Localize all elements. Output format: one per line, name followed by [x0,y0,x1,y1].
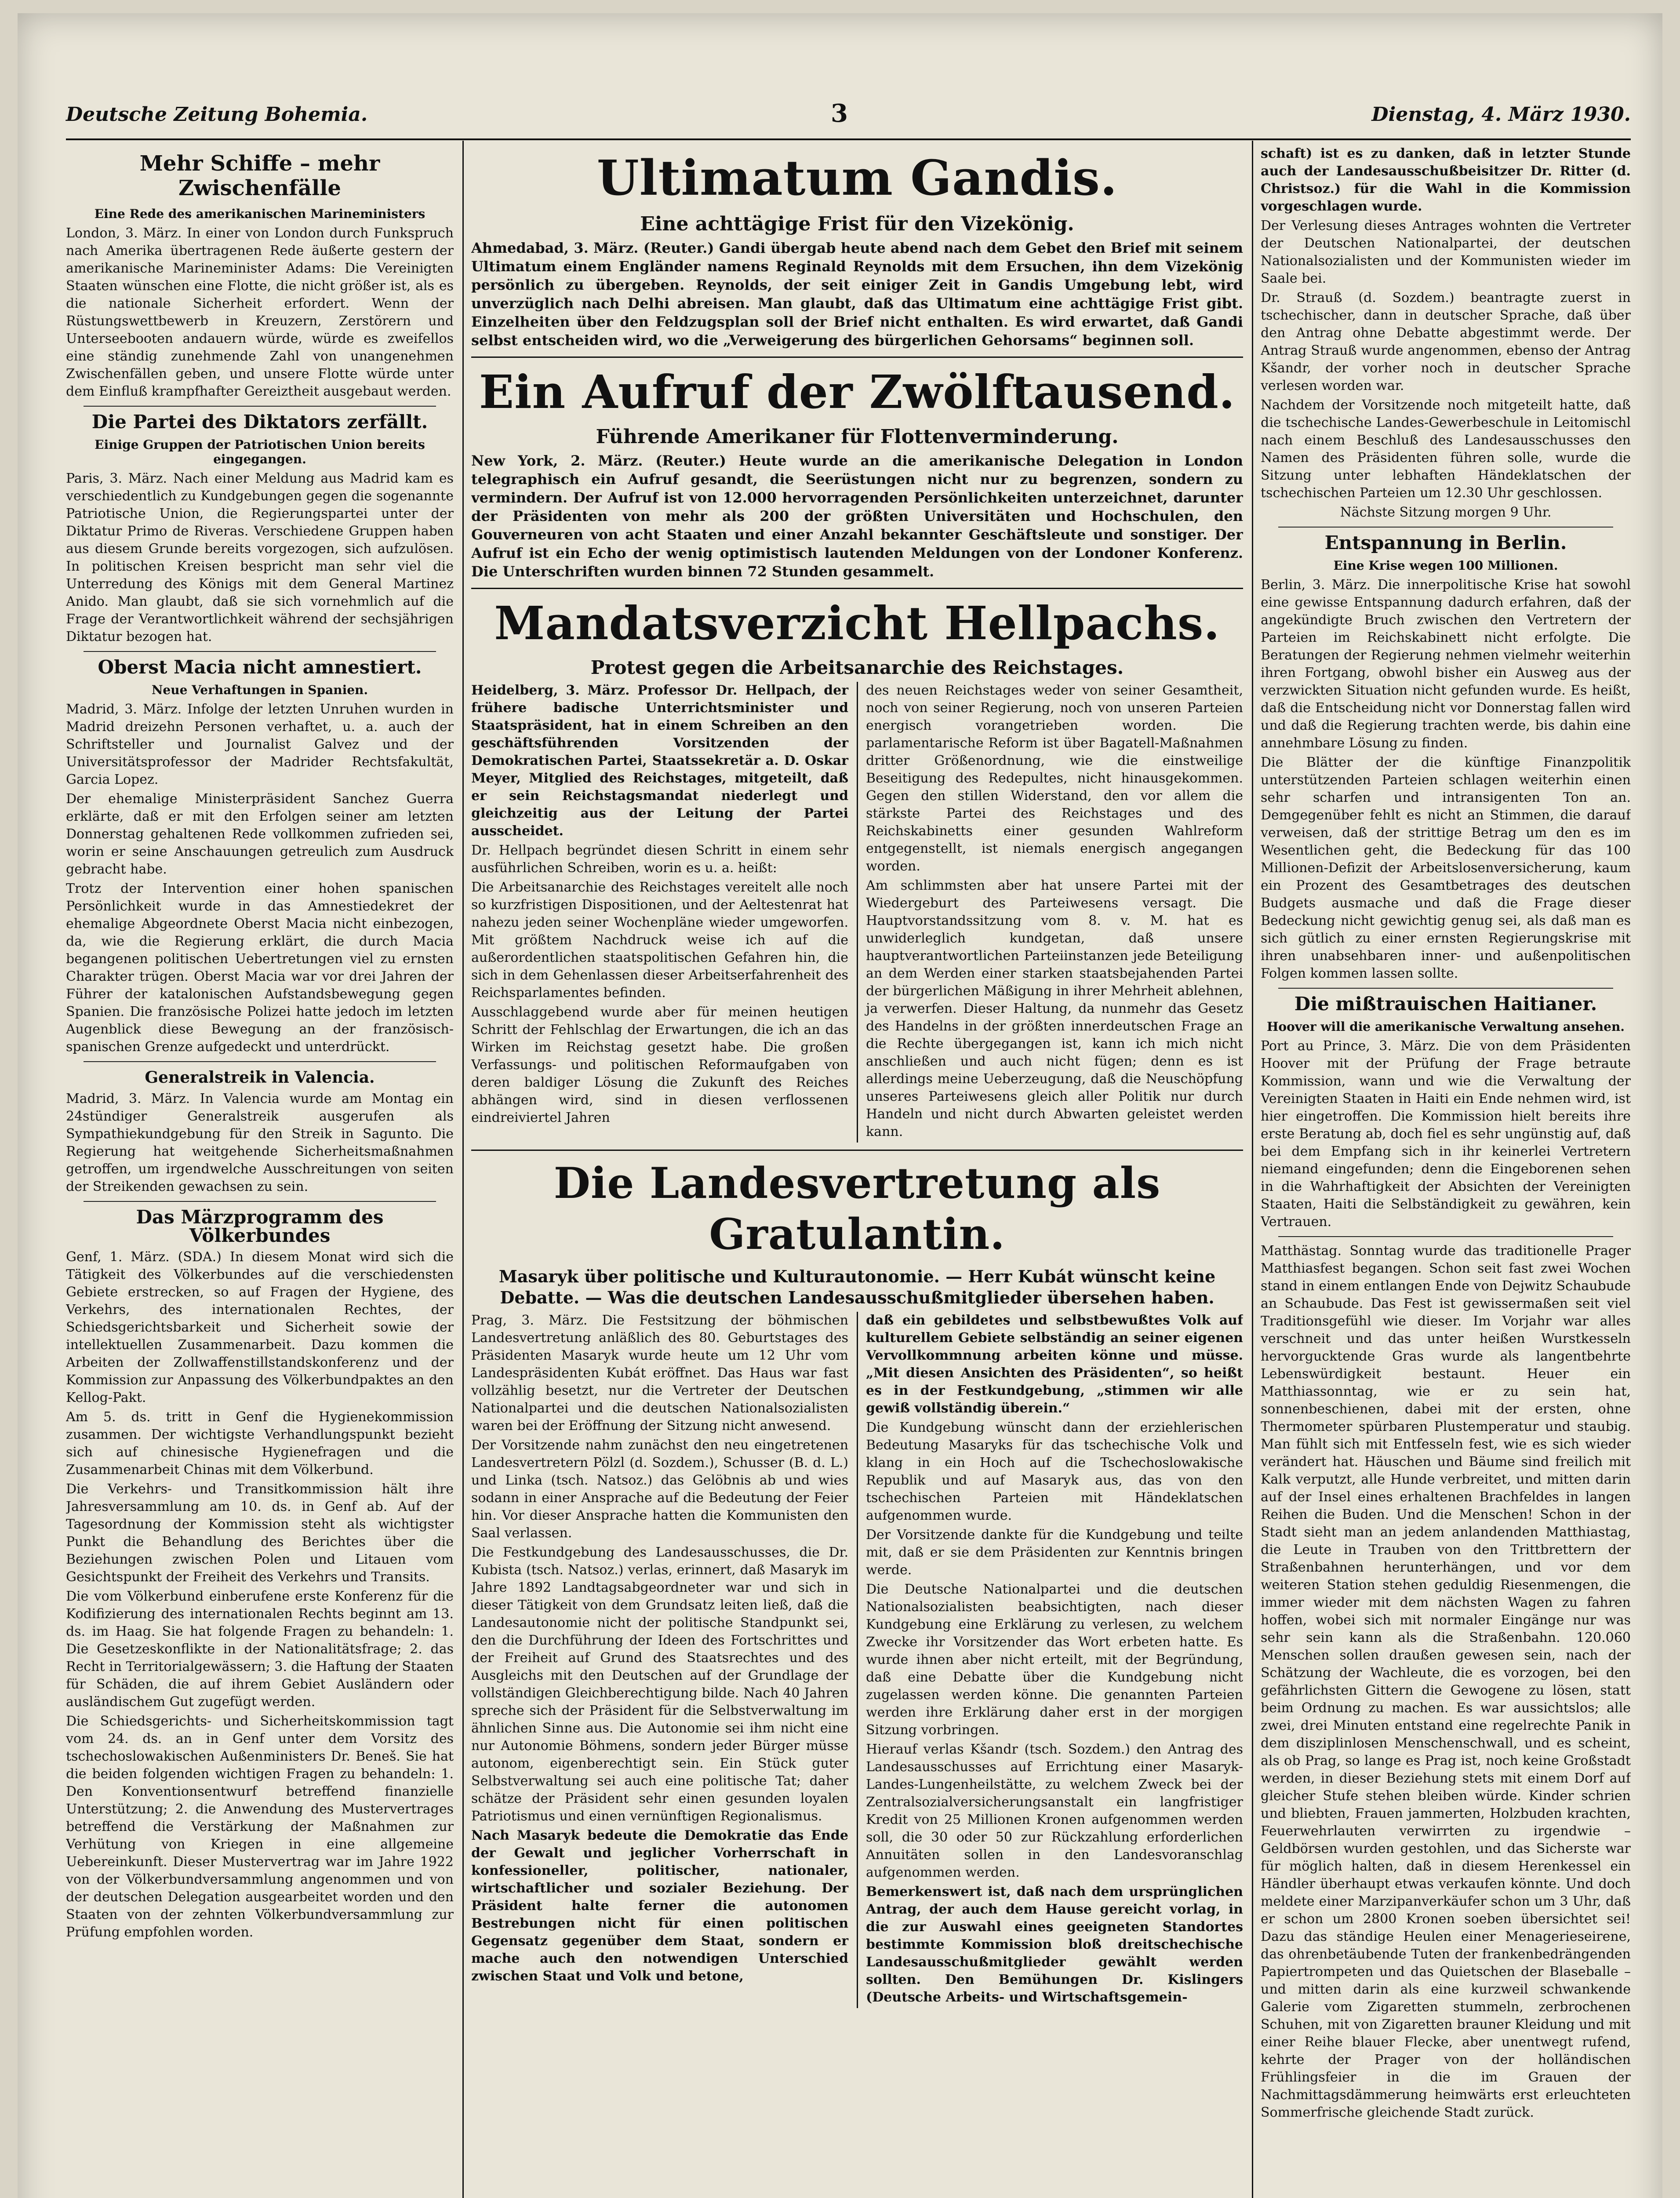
article-body: Madrid, 3. März. In Valencia wurde am Montag ein 24stündiger Generalstreik ausgerufen als Sympathiekundgebung für den Streik in Sagunto. Die Regierung hat weitgehende Sicherheitsmaßnahmen getroffen, um irgendwelche Ausschreitungen von seiten der Streikenden gewachsen zu sein. [66,1091,454,1194]
article-divider [1278,527,1613,528]
article-column-right [866,682,1243,1143]
article-headline: Mandatsverzicht Hellpachs. [494,596,1220,650]
column-rule-left [462,141,464,2198]
article-subhead: Führende Amerikaner für Flottenverminderung. [596,426,1119,448]
article-paragraph: Die vom Völkerbund einberufene erste Konferenz für die Kodifizierung des internationalen Rechts beginnt am 13. ds. im Haag. Sie hat folgende Fragen zu behandeln: 1. Die Gesetzeskonflikte in der Nationalitätsfrage; 2. das Recht in Territorialgewässern; 3. die Haftung der Staaten für Schäden, die auf ihrem Gebiet Ausländern oder ausländischem Gut zugefügt werden. [66,1589,454,1710]
article-paragraph: daß ein gebildetes und selbstbewußtes Volk auf kulturellem Gebiete selbständig an seiner eigenen Vervollkommnung arbeiten könne und müsse. „Mit diesen Ansichten des Präsidenten“, so heißt es in der Festkundgebung, „stimmen wir alle gewiß vollständig überein.“ [866,1313,1243,1416]
article-body: London, 3. März. In einer von London durch Funkspruch nach Amerika übertragenen Rede äußerte gestern der amerikanische Marineminister Adams: Die Vereinigten Staaten wünschen eine Flotte, die nicht größer ist, als es die nationale Sicherheit erfordert. Wenn der Rüstungswettbewerb in Kreuzern, Zerstörern und Unterseebooten andauern würde, würde es zweifellos eine ständig zunehmende Zahl von unangenehmen Zwischenfällen geben, und unsere Flotte würde unter dem Einfluß krampfhafter Gereiztheit ausgebaut werden. [66,226,454,399]
article-column-right [866,1312,1243,2008]
inner-column-rule [857,682,858,1143]
article-divider [84,651,436,652]
article-paragraph: Der Vorsitzende nahm zunächst den neu eingetretenen Landesvertretern Pölzl (d. Sozdem.), Schusser (B. d. L.) und Linka (tsch. Natsoz.) das Gelöbnis ab und wies sodann in einer Ansprache auf die Bedeutung der Feier hin. Vor dieser Ansprache hatten die Kommunisten den Saal verlassen. [471,1437,848,1541]
article-paragraph: Dr. Strauß (d. Sozdem.) beantragte zuerst in tschechischer, dann in deutscher Sprache, daß über den Antrag ohne Debatte abgestimmt werde. Der Antrag Strauß wurde angenommen, ebenso der Antrag Kšandr, der vorher noch in deutscher Sprache verlesen worden war. [1261,290,1631,393]
article-divider [471,1150,1243,1151]
article-headline: Das Märzprogramm des Völkerbundes [136,1206,384,1246]
article-mehr-schiffe [66,151,454,400]
article-paragraph: Berlin, 3. März. Die innerpolitische Krise hat sowohl eine gewisse Entspannung dadurch erfahren, daß der angekündigte Bruch zwischen den Vertretern der Parteien im Reichskabinett nicht erfolgte. Die Beratungen der Regierung nehmen vielmehr weiterhin ihren Fortgang, obwohl bisher ein Ausweg aus der verzwickten Situation nicht gefunden wurde. Es heißt, daß die Entscheidung nicht vor Donnerstag fallen wird und daß die Regierung trachten werde, bis dahin eine annehmbare Lösung zu finden. [1261,577,1631,751]
article-paragraph: des neuen Reichstages weder von seiner Gesamtheit, noch von seiner Regierung, noch von unseren Parteien energisch vorangetrieben worden. Die parlamentarische Reform ist über Bagatell-Maßnahmen dritter Größenordnung, wie die einstweilige Beseitigung des Redepultes, nicht hinausgekommen. Gegen den stillen Widerstand, den vor allem die stärkste Partei des Reichstages und des Reichskabinetts einer gesunden Wahlreform entgegenstellt, ist niemals energisch angegangen worden. [866,683,1243,874]
article-paragraph: Die Schiedsgerichts- und Sicherheitskommission tagt vom 24. ds. an in Genf unter dem Vorsitz des tschechoslowakischen Außenministers Dr. Beneš. Sie hat die beiden folgenden wichtigen Fragen zu behandeln: 1. Den Konventionsentwurf betreffend finanzielle Unterstützung; 2. die Anwendung des Mustervertrages betreffend die Verstärkung der Maßnahmen zur Verhütung von Kriegen in eine allgemeine Uebereinkunft. Dieser Mustervertrag war im Jahre 1922 von der Völkerbundversammlung angenommen und von der deutschen Delegation ausgearbeitet worden und den Staaten von der zehnten Völkerbundversammlung zur Prüfung empfohlen worden. [66,1714,454,1940]
article-divider [1278,1236,1613,1237]
article-paragraph: Prag, 3. März. Die Festsitzung der böhmischen Landesvertretung anläßlich des 80. Geburtstages des Präsidenten Masaryk wurde heute um 12 Uhr vom Landespräsidenten Kubát eröffnet. Das Haus war fast vollzählig besetzt, nur die Vertreter der Deutschen Nationalpartei und die deutschen Nationalsozialisten waren bei der Eröffnung der Sitzung nicht anwesend. [471,1313,848,1434]
article-divider [84,1061,436,1062]
article-diktator [66,413,454,646]
article-subhead: Einige Gruppen der Patriotischen Union bereits eingegangen. [95,437,425,466]
article-landes-continued [1261,145,1631,521]
article-voelkerbund [66,1208,454,1941]
article-hellpach [471,596,1243,1143]
article-subhead: Eine Rede des amerikanischen Marineministers [94,207,425,221]
article-macia [66,658,454,1056]
article-paragraph: Die Verkehrs- und Transitkommission hält ihre Jahresversammlung am 10. ds. in Genf ab. Auf der Tagesordnung der Kommission steht als wichtigster Punkt die Behandlung des Berichtes über die Beziehungen zwischen Polen und Litauen vom Gesichtspunkt der Freiheit des Verkehrs und Transits. [66,1481,454,1585]
article-columns [471,1312,1243,2008]
article-paragraph: Nächste Sitzung morgen 9 Uhr. [1340,505,1552,520]
article-paragraph: Heidelberg, 3. März. Professor Dr. Hellpach, der frühere badische Unterrichtsminister und Staatspräsident, hat in einem Schreiben an den geschäftsführenden Vorsitzenden der Demokratischen Partei, Staatssekretär a. D. Oskar Meyer, Mitglied des Reichstages, mitgeteilt, daß er sein Reichstagsmandat niederlegt und gleichzeitig aus der Leitung der Partei ausscheidet. [471,683,848,839]
article-paragraph: Die Kundgebung wünscht dann der erziehlerischen Bedeutung Masaryks für das tschechische Volk und klang in ein Hoch auf die Tschechoslowakische Republik und auf Masaryk aus, das von den tschechischen Parteien mit Händeklatschen aufgenommen wurde. [866,1420,1243,1523]
article-headline: Die mißtrauischen Haitianer. [1294,993,1597,1015]
article-paragraph: Trotz der Intervention einer hohen spanischen Persönlichkeit wurde in das Amnestiedekret der ehemalige Abgeordnete Oberst Macia nicht einbezogen, da, wie die Regierung erklärt, die durch Macia begangenen politischen Uebertretungen viel zu ernsten Charakter trügen. Oberst Macia war vor drei Jahren der Führer der katalonischen Aufstandsbewegung gegen Spanien. Die französische Polizei hatte jedoch im letzten Augenblick diese Bewegung an der französisch-spanischen Grenze aufgedeckt und unterdrückt. [66,881,454,1055]
article-subhead: Eine Krise wegen 100 Millionen. [1333,558,1558,573]
article-paragraph: Die Festkundgebung des Landesausschusses, die Dr. Kubista (tsch. Natsoz.) verlas, erinnert, daß Masaryk im Jahre 1892 Landtagsabgeordneter war und sich in dieser Tätigkeit von dem Grundsatz leiten ließ, daß die Landesautonomie nicht der politische Standpunkt sei, den die Durchführung der Ideen des Fortschrittes und der Freiheit auf Grund des Staatsrechtes und des Ausgleichs mit den Deutschen auf der Grundlage der vollständigen Gleichberechtigung bilde. Nach 40 Jahren spreche sich der Präsident für die Selbstverwaltung im ähnlichen Sinne aus. Die Autonomie sei ihm nicht eine nur Autonomie Böhmens, sondern jeder Bürger müsse autonom, eigenberechtigt sein. Ein Stück guter Selbstverwaltung sei auch eine politische Tat; daher schätze der Präsident sehr einen gesunden loyalen Patriotismus und einen vernünftigen Regionalismus. [471,1545,848,1824]
article-paragraph: Die Blätter der die künftige Finanzpolitik unterstützenden Parteien schlagen weiterhin einen sehr scharfen und intransigenten Ton an. Demgegenüber fehlt es nicht an Stimmen, die darauf verweisen, daß der strittige Betrag um den es im Wesentlichen geht, die Bedeckung für das 100 Millionen-Defizit der Arbeitslosenversicherung, kaum ein Prozent des Gesamtbetrages des deutschen Budgets ausmache und daß die Frage dieser Bedeckung nicht gewichtig genug sei, als daß man es sich gütlich zu einer ernsten Regierungskrise mit ihren unabsehbaren inner- und außenpolitischen Folgen kommen lassen sollte. [1261,755,1631,981]
article-subhead: Neue Verhaftungen in Spanien. [151,683,368,697]
article-headline: Die Landesvertretung als Gratulantin. [553,1158,1161,1259]
article-headline: Ein Aufruf der Zwölftausend. [479,365,1236,419]
page-number: 3 [831,99,848,128]
article-paragraph: Nachdem der Vorsitzende noch mitgeteilt hatte, daß die tschechische Landes-Gewerbeschule in Leitomischl nach einem Beschluß des Landesausschusses den Namen des Präsidenten führen solle, wurde die Sitzung unter lebhaften Händeklatschen der tschechischen Parteien um 12.30 Uhr geschlossen. [1261,397,1631,501]
article-paragraph: Hierauf verlas Kšandr (tsch. Sozdem.) den Antrag des Landesausschusses auf Errichtung einer Masaryk-Landes-Lungenheilstätte, zu welchem Zweck bei der Zentralsozialversicherungsanstalt ein langfristiger Kredit von 25 Millionen Kronen aufgenommen werden soll, die 30 oder 50 zur Rückzahlung erforderlichen Annuitäten sollen in den Landesvoranschlag aufgenommen werden. [866,1742,1243,1880]
left-column [66,145,454,2198]
article-headline: Oberst Macia nicht amnestiert. [98,656,422,678]
inner-column-rule [857,1312,858,2008]
article-headline: Ultimatum Gandis. [596,149,1118,206]
article-ultimatum [471,149,1243,349]
article-paragraph: Der ehemalige Ministerpräsident Sanchez Guerra erklärte, daß er mit den Erfolgen seiner am letzten Donnerstag gehaltenen Rede vollkommen zufrieden sei, worin er seine Anschauungen getreulich zum Ausdruck gebracht habe. [66,791,454,877]
article-headline: Mehr Schiffe – mehr Zwischenfälle [139,151,380,200]
header-rule [66,138,1631,140]
article-subhead: Protest gegen die Arbeitsanarchie des Reichstages. [590,657,1124,678]
article-body: New York, 2. März. (Reuter.) Heute wurde an die amerikanische Delegation in London telegraphisch ein Aufruf gesandt, die Seerüstungen nicht nur zu begrenzen, sondern zu vermindern. Der Aufruf ist von 12.000 hervorragenden Persönlichkeiten unterzeichnet, darunter der Präsidenten von mehr als 200 der größten Universitäten und Hochschulen, den Gouverneuren von acht Staaten und einer Anzahl bekannter Geschäftsleute und sonstiger. Der Aufruf ist ein Echo der wenig optimistisch lautenden Meldungen von der Londoner Konferenz. Die Unterschriften wurden binnen 72 Stunden gesammelt. [471,452,1243,580]
article-columns [471,682,1243,1143]
article-paragraph: Bemerkenswert ist, daß nach dem ursprünglichen Antrag, der auch dem Hause gereicht vorlag, in die zur Auswahl eines geeigneten Standortes bestimmte Kommission bloß dreitschechische Landesausschußmitglieder gewählt werden sollten. Den Bemühungen Dr. Kislingers (Deutsche Arbeits- und Wirtschaftsgemein- [866,1884,1243,2005]
newspaper-page [18,13,1662,2198]
article-subhead: Hoover will die amerikanische Verwaltung ansehen. [1266,1019,1625,1034]
article-divider [1278,988,1613,989]
article-valencia [66,1068,454,1196]
article-haiti [1261,995,1631,1231]
article-paragraph: Ausschlaggebend wurde aber für meinen heutigen Schritt der Fehlschlag der Erwartungen, die ich an das Wirken im Reichstag gesetzt habe. Die großen Verfassungs- und politischen Reformaufgaben von deren baldiger Lösung die Zukunft des Reiches abhängen wird, sind in diesen verflossenen eindreiviertel Jahren [471,1004,848,1125]
article-paragraph: Genf, 1. März. (SDA.) In diesem Monat wird sich die Tätigkeit des Völkerbundes auf die verschiedensten Gebiete erstrecken, so auf Fragen der Hygiene, des Verkehrs, des internationalen Rechtes, der Schiedsgerichtsbarkeit und Sicherheit sowie der intellektuellen Zusammenarbeit. Dazu kommen die Arbeiten der Zollwaffenstillstandskonferenz und der Kommission zur Anpassung des Völkerbundpaktes an den Kellog-Pakt. [66,1249,454,1405]
article-paragraph: Am schlimmsten aber hat unsere Partei mit der Wiedergeburt des Parteiwesens versagt. Die Hauptvorstandssitzung vom 8. v. M. hat es unwiderleglich kundgetan, daß unsere hauptverantwortlichen Parteiinstanzen jede Beteiligung an dem Werden einer starken staatsbejahenden Partei der bürgerlichen Mäßigung in ihrer Mehrheit ablehnen, ja verwerfen. Dieser Haltung, da nunmehr das Gesetz des Handelns in der größten innerdeutschen Frage an die Rechte übergegangen ist, kann ich mich nicht anschließen und auch nicht fügen; denn es ist allerdings meine Ueberzeugung, daß die Neuschöpfung unseres Parteiwesens gleich aller Politik nur durch Handeln und nicht durch Abwarten geleistet werden kann. [866,878,1243,1139]
article-aufruf [471,365,1243,581]
article-column-left [471,1312,848,2008]
article-berlin [1261,534,1631,983]
column-rule-right [1252,141,1253,2198]
article-subhead: Eine achttägige Frist für den Vizekönig. [640,213,1074,235]
article-paragraph: Die Arbeitsanarchie des Reichstages vereitelt alle noch so kurzfristigen Dispositionen, und der Aeltestenrat hat nahezu jeden seiner Wochenpläne wieder umgeworfen. Mit größtem Nachdruck weise ich auf die außerordentlichen staatspolitischen Gefahren hin, die sich in dem Gehenlassen dieser Arbeitserfahrenheit des Reichsparlamentes befinden. [471,880,848,1001]
article-headline: Entspannung in Berlin. [1324,532,1567,553]
page-header [66,99,1631,134]
article-paragraph: Die Deutsche Nationalpartei und die deutschen Nationalsozialisten beabsichtigten, nach dieser Kundgebung eine Erklärung zu verlesen, zu welchem Zwecke ihr Vorsitzender das Wort erbeten hatte. Es wurde ihnen aber nicht erteilt, mit der Begründung, daß eine Debatte über die Kundgebung nicht zugelassen werden könne. Die genannten Parteien werden ihre Erklärung daher erst in der morgigen Sitzung vorbringen. [866,1582,1243,1738]
article-paragraph: Der Vorsitzende dankte für die Kundgebung und teilte mit, daß er sie dem Präsidenten zur Kenntnis bringen werde. [866,1527,1243,1578]
article-body: Ahmedabad, 3. März. (Reuter.) Gandi übergab heute abend nach dem Gebet den Brief mit seinem Ultimatum einem Engländer namens Reginald Reynolds mit dem Ersuchen, ihn dem Vizekönig persönlich zu übergeben. Reynolds, der seit einiger Zeit in Gandis Umgebung lebt, wird unverzüglich nach Delhi abreisen. Man glaubt, daß das Ultimatum eine achttägige Frist gibt. Einzelheiten über den Feldzugsplan soll der Brief nicht enthalten. Es wird erwartet, daß Gandi selbst entscheiden wird, wo die „Verweigerung des bürgerlichen Gehorsams“ beginnen soll. [471,240,1243,349]
article-matthiastag [1261,1242,1631,2122]
newspaper-name: Deutsche Zeitung Bohemia. [66,103,368,126]
article-paragraph: schaft) ist es zu danken, daß in letzter Stunde auch der Landesausschußbeisitzer Dr. Ritter (d. Christsoz.) für die Wahl in die Kommission vorgeschlagen wurde. [1261,146,1631,214]
article-landesvertretung [471,1158,1243,2008]
article-divider [84,406,436,407]
article-paragraph: Port au Prince, 3. März. Die von dem Präsidenten Hoover mit der Prüfung der Frage betraute Kommission, wann und wie die Verwaltung der Vereinigten Staaten in Haiti ein Ende nehmen wird, ist hier eingetroffen. Die Kommission hielt bereits ihre erste Beratung ab, doch fiel es sehr ungünstig auf, daß bei dem Empfang sich in ihr keinerlei Vertretern niemand eingefunden; denn die Eingeborenen sehen in die Wahrhaftigkeit der Absichten der Vereinigten Staaten, Haiti die Selbständigkeit zu gewähren, kein Vertrauen. [1261,1038,1631,1230]
article-subhead: Masaryk über politische und Kulturautonomie. — Herr Kubát wünscht keine Debatte. — Was die deutschen Landesausschußmitglieder übersehen haben. [498,1266,1216,1307]
article-column-left [471,682,848,1143]
issue-date: Dienstag, 4. März 1930. [1371,103,1631,126]
article-divider [471,588,1243,589]
article-paragraph: Dr. Hellpach begründet diesen Schritt in einem sehr ausführlichen Schreiben, worin es u. a. heißt: [471,843,848,876]
article-paragraph: Am 5. ds. tritt in Genf die Hygienekommission zusammen. Der wichtigste Verhandlungspunkt bezieht sich auf chinesische Hygienefragen und die Zusammenarbeit Chinas mit dem Völkerbund. [66,1409,454,1477]
article-headline: Generalstreik in Valencia. [145,1068,375,1087]
article-paragraph: Matthästag. Sonntag wurde das traditionelle Prager Matthiasfest begangen. Schon seit fast zwei Wochen stand in einem entlangen Ende von Dejwitz Schaubude an Schaubude. Das Fest ist gewissermaßen seit viel Traditionsgefühl wie dieser. Im Vorjahr war alles verschneit und das unter heißen Wurstkesseln hervorgucktende Gras wurde als langentbehrte Lebenswürdigkeit bestaunt. Heuer ein Matthiassonntag, wie er zu sein hat, sonnenbeschienen, dabei mit der ersten, ohne Thermometer spürbaren Plustemperatur und staubig. Man fühlt sich mit Entfesseln fest, wie es sich wieder verändert hat. Häuschen und Bäume sind freilich mit Kalk verputzt, alle Hunde verbreitet, und mitten darin auf der Insel eines erhaltenen Brachfeldes in langen Reihen die Buden. Und die Menschen! Schon in der Stadt sieht man an jedem anlandenden Matthiastag, die Leute in Trauben von den Trittbrettern der Straßenbahnen herunterhängen, und vor dem weiteren Station stehen geduldig Riesenmengen, die immer wieder mit dem nächsten Wagen zu fahren hoffen, wobei sich mit normaler Eingänge nur was sehr sein kann als die Straßenbahn. 120.060 Menschen sollen draußen gewesen sein, nach der Schätzung der Wachleute, die es vorzogen, bei den gefährlichsten Gittern die Gewogene zu lösen, statt beim Ordnung zu machen. Es war aussichtslos; alle zwei, drei Minuten entstand eine regelrechte Panik in dem disziplinlosen Menschenschwall, und es scheint, als ob Prag, so lange es Prag ist, noch keine Großstadt werden, in dieser Beziehung stets mit einem Dorf auf gleicher Stufe stehen bleiben würde. Kinder schrien und bliebten, Frauen jammerten, Holzbuden krachten, Feuerwehrlauten verwirrten zu irgendwie – Geldbörsen wurden gestohlen, und das Sicherste war für möglich halten, daß in diesem Herenkessel ein Händler überhaupt etwas verkaufen könnte. Und doch meldete einer Marzipanverkäufer schon um 3 Uhr, daß er schon um 2800 Kronen soeben übersichtet sei! Dazu das ständige Heulen einer Menagerieseirene, das ohrenbetäubende Tuten der frankenbedrängenden Papiertrompeten und das Quietschen der Blaseballe – und mitten darin als eine kurzweil schwankende Galerie vom Zigaretten stummeln, zerbrochenen Schuhen, mit von Zigaretten brauner Kleidung und mit einer Reihe blauer Flecke, aber unentwegt rufend, kehrte der Prager von der holländischen Frühlingsfeier in die im Grauen der Nachmittagsdämmerung heimwärts erst erleuchteten Sommerfrische gleichende Stadt zurück. [1261,1243,1631,2120]
article-paragraph: Madrid, 3. März. Infolge der letzten Unruhen wurden in Madrid dreizehn Personen verhaftet, u. a. auch der Schriftsteller und Journalist Galvez und der Universitätsprofessor der Madrider Rechtsfakultät, Garcia Lopez. [66,702,454,787]
article-paragraph: Nach Masaryk bedeute die Demokratie das Ende der Gewalt und jeglicher Vorherrschaft in konfessioneller, politischer, nationaler, wirtschaftlicher und sozialer Beziehung. Der Präsident halte ferner die autonomen Bestrebungen nicht für einen politischen Gegensatz gegenüber dem Staat, sondern er mache auch den notwendigen Unterschied zwischen Staat und Volk und betone, [471,1828,848,1984]
right-column [1261,145,1631,2198]
article-divider [84,1201,436,1202]
center-column [471,145,1243,2198]
article-paragraph: Der Verlesung dieses Antrages wohnten die Vertreter der Deutschen Nationalpartei, der deutschen Nationalsozialisten und der Kommunisten wieder im Saale bei. [1261,218,1631,286]
article-divider [471,357,1243,358]
article-body: Paris, 3. März. Nach einer Meldung aus Madrid kam es verschiedentlich zu Kundgebungen gegen die sogenannte Patriotische Union, die Regierungspartei unter der Diktatur Primo de Riveras. Verschiedene Gruppen haben aus diesem Grunde bereits vorgezogen, sich aufzulösen. In politischen Kreisen bespricht man sehr viel die Unterredung des Königs mit dem General Martinez Anido. Man glaubt, daß sie sich vornehmlich auf die Frage der Verantwortlichkeit während der sechsjährigen Diktatur bezogen hat. [66,471,454,644]
article-headline: Die Partei des Diktators zerfällt. [91,411,428,433]
